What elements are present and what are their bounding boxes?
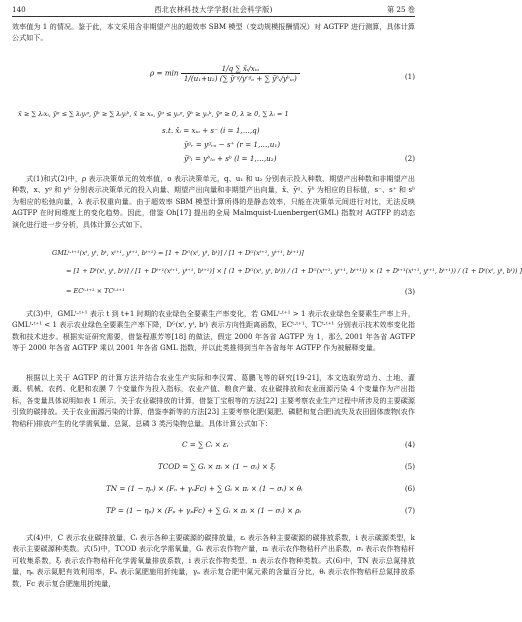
equation-2 bbox=[12, 126, 415, 170]
equation-2-number: (2) bbox=[404, 154, 415, 163]
paragraph-4: 根据以上关于 AGTFP 的计算方法并结合农业生产实际和李汉霄、葛鹏飞等的研究[19-21]，本文选取劳动力、土地、灌溉、机械、农药、化肥和农膜 7 个变量作为投入指标，农业产值、粮食产量、农业碳排放和农业面源污染 4 个变量作为产出指标，各变量具体说明如表 1 所示。关于农业碳排放的计算，借鉴丁宝根等的方法[22] 主要考察农业生产过程中所涉及的主要碳源引致的碳排放。关于农业面源污染的计算，借鉴李新等的方法[23] 主要考察化肥(氮肥、磷肥和复合肥)流失及农田固体废物(农作物秸秆)排放产生的化学需氧量、总氮、总磷 3 类污染物总量。具体计算公式如下： bbox=[12, 373, 415, 428]
equation-2-line-3: ȳᵇₗ = yᵇₗₒ + sᵇ (l = 1,…,u₂) bbox=[184, 154, 277, 163]
equation-3-line-3: = ECᵗ·ᵗ⁺¹ × TCᵗ·ᵗ⁺¹ bbox=[66, 287, 125, 295]
equation-3-line-2: = [1 + Dᵗ(xᵗ, yᵗ, bᵗ)] / [1 + Dᵗ⁺¹(xᵗ⁺¹, yᵗ⁺¹, bᵗ⁺¹)] × [ (1 + Dᴳ(xᵗ, yᵗ, bᵗ)) / (1 + Dᴳ(xᵗ⁺¹, yᵗ⁺¹, bᵗ⁺¹)) × (1 + Dᵗ⁺¹(xᵗ⁺¹, yᵗ⁺¹, bᵗ⁺¹)) / (1 + Dᵗ(xᵗ, yᵗ, bᵗ)) ] bbox=[66, 267, 522, 275]
equation-4 bbox=[12, 440, 415, 452]
equation-4-text: C = ∑ Cᵢ × εᵢ bbox=[182, 440, 229, 449]
equation-7 bbox=[12, 506, 415, 518]
equation-1-constraints bbox=[12, 110, 415, 122]
equation-2-line-2: ȳᵍᵣ = yᵍᵣₒ − s⁺ (r = 1,…,u₁) bbox=[184, 140, 281, 149]
equation-1-fraction bbox=[181, 64, 300, 83]
page-number: 140 bbox=[12, 5, 26, 14]
equation-1-numerator: 1/q ∑ x̄ᵢ/xᵢₒ bbox=[181, 64, 300, 74]
equation-5 bbox=[12, 462, 415, 474]
equation-5-text: TCOD = ∑ Gᵢ × πᵢ × (1 − σᵢ) × ξᵢ bbox=[158, 462, 276, 471]
equation-2-line-1: s.t. x̄ᵢ = xᵢₒ + s⁻ (i = 1,…,q) bbox=[162, 126, 260, 135]
equation-1-number: (1) bbox=[404, 72, 415, 81]
running-header bbox=[12, 4, 415, 17]
paragraph-3: 式(3)中，GMLᵗ·ᵗ⁺¹ 表示 t 到 t+1 时期的农业绿色全要素生产率变化，若 GMLᵗ·ᵗ⁺¹ > 1 表示农业绿色全要素生产率上升，GMLᵗ·ᵗ⁺¹ < 1 表示农业绿色全要素生产率下降，Dᴳ(xᵗ, yᵗ, bᵗ) 表示方向性距离函数，ECᵗ·ᵗ⁺¹、TCᵗ·ᵗ⁺¹ 分别表示技术效率变化指数和技术进步。根据实证研究需要，借鉴程惠芳等[18] 的做法，假定 2000 年各省 AGTFP 为 1，那么 2001 年各省 AGTFP 等于 2000 年各省 AGTFP 乘以 2001 年各省 GML 指数，并以此类推得到当年各省每年 AGTFP 作为被解释变量。 bbox=[12, 309, 415, 353]
paragraph-2: 式(1)和式(2)中，ρ 表示决策单元的效率值，o 表示决策单元，q、u₁ 和 u₂ 分别表示投入种数、期望产出种数和非期望产出种数，x、yᵍ 和 yᵇ 分别表示决策单元的投入向量、期望产出向量和非期望产出向量，x̄、ȳᵍ、ȳᵇ 为相应的目标值，s⁻、s⁺ 和 sᵇ 为相应的松弛向量，λ 表示权重向量。由于超效率 SBM 模型计算所得的是静态效率，只能在决策单元间进行对比，无法反映 AGTFP 在时间维度上的变化趋势。因此，借鉴 Oh[17] 提出的全局 Malmquist-Luenberger(GML) 指数对 AGTFP 的动态演化进行进一步分析，具体计算公式如下。 bbox=[12, 174, 415, 229]
equation-3-number: (3) bbox=[404, 287, 415, 296]
volume-label: 第 25 卷 bbox=[386, 5, 415, 14]
paragraph-5: 式(4)中，C 表示农业碳排放量，Cᵢ 表示各种主要碳源的碳排放量，εᵢ 表示各种主要碳源的碳排放系数，i 表示碳源类型，k 表示主要碳源种类数。式(5)中，TCOD 表示化学需氧量，Gᵢ 表示农作物产量，πᵢ 表示农作物秸秆产出系数，σᵢ 表示农作物秸秆可收集系数，ξᵢ 表示农作物秸秆化学需氧量排放系数，i 表示农作物类型，n 表示农作物种类数。式(6)中，TN 表示总氮排放量，ηₙ 表示氮肥有效利用率，Fₙ 表示氮肥施用折纯量，γₙ 表示复合肥中氮元素的含量百分比，θᵢ 表示农作物秸秆总氮排放系数，Fc 表示复合肥施用折纯量， bbox=[12, 533, 415, 588]
equation-4-number: (4) bbox=[404, 440, 415, 449]
equation-6 bbox=[12, 484, 415, 496]
equation-1 bbox=[12, 52, 415, 104]
equation-1-lhs: ρ = min bbox=[150, 68, 179, 78]
equation-7-text: TP = (1 − ηₚ) × (Fₚ + γₚFc) + ∑ Gᵢ × πᵢ × (1 − σᵢ) × ρᵢ bbox=[106, 506, 301, 515]
equation-5-number: (5) bbox=[404, 462, 415, 471]
equation-1-body bbox=[150, 64, 300, 83]
paragraph-intro: 效率值为 1 的情况。鉴于此，本文采用含非期望产出的超效率 SBM 模型（变动规模报酬情况）对 AGTFP 进行测算，具体计算公式如下。 bbox=[12, 22, 415, 43]
equation-6-text: TN = (1 − ηₙ) × (Fₙ + γₙFc) + ∑ Gᵢ × πᵢ × (1 − σᵢ) × θᵢ bbox=[106, 484, 303, 493]
equation-1-constraints-text: x̄ ≥ ∑ λᵢxᵢ, ȳᵍ ≤ ∑ λᵢyᵢᵍ, ȳᵇ ≥ ∑ λᵢyᵢᵇ, x̄ ≥ xₒ, ȳᵍ ≤ yₒᵍ, ȳᵇ ≥ yₒᵇ, ȳᵍ ≥ 0, λ ≥ 0, ∑ λᵢ = 1 bbox=[18, 110, 289, 118]
equation-3-line-1: GMLᵗ·ᵗ⁺¹(xᵗ, yᵗ, bᵗ, xᵗ⁺¹, yᵗ⁺¹, bᵗ⁺¹) = [1 + Dᴳ(xᵗ, yᵗ, bᵗ)] / [1 + Dᴳ(xᵗ⁺¹, yᵗ⁺¹, bᵗ⁺¹)] bbox=[52, 249, 304, 257]
journal-title: 西北农林科技大学学报(社会科学版) bbox=[154, 5, 273, 14]
equation-1-denominator: 1/(u₁+u₂) (∑ ȳʳᵍ/yʳᵍₒ + ∑ ȳᵇᵢ/yᵇᵢₒ) bbox=[183, 74, 297, 83]
equation-7-number: (7) bbox=[404, 506, 415, 515]
equation-6-number: (6) bbox=[404, 484, 415, 493]
equation-3 bbox=[12, 249, 522, 307]
